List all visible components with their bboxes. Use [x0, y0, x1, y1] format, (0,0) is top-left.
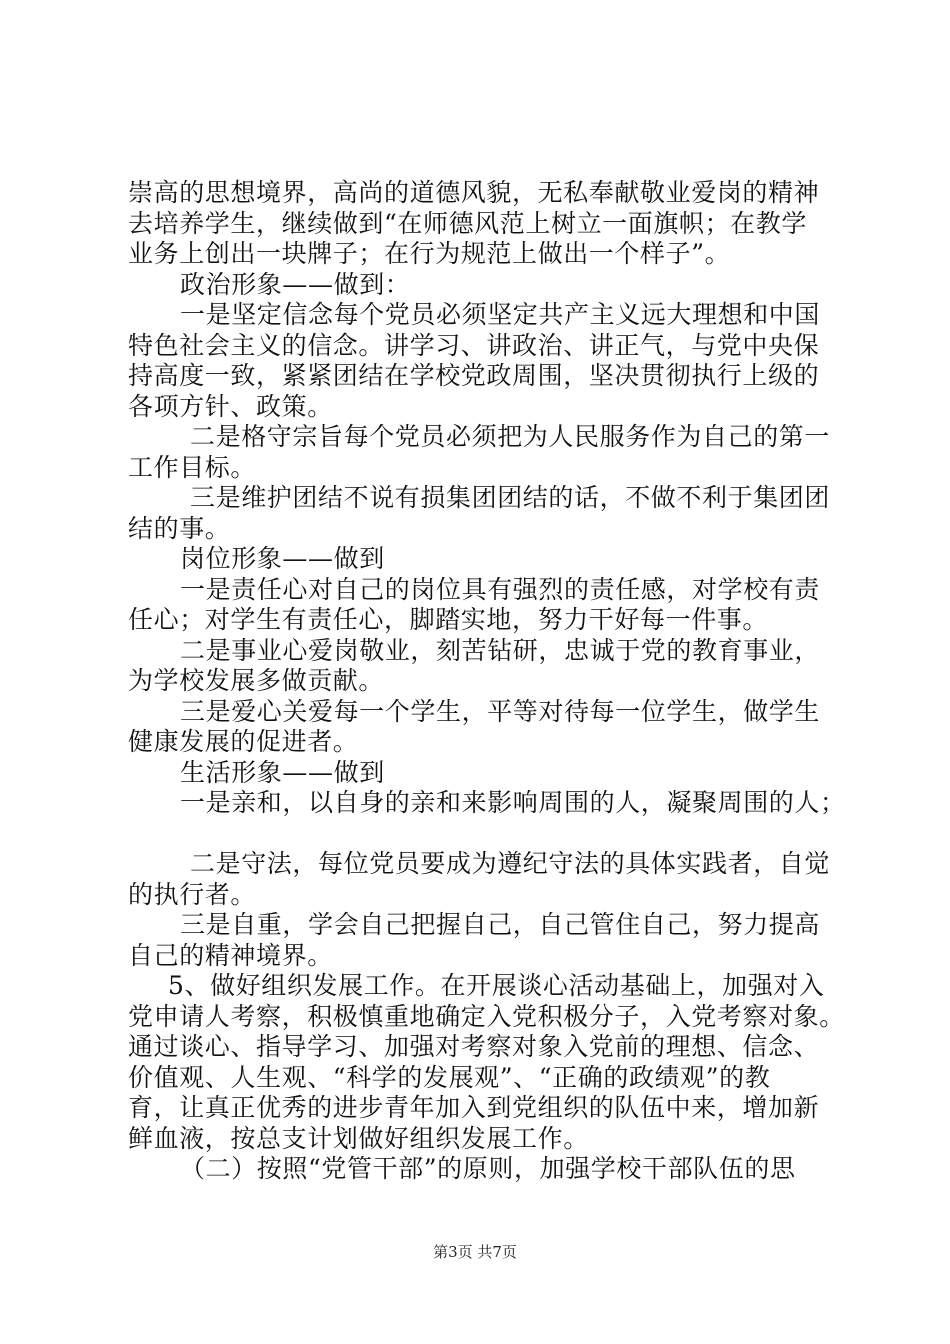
text-line: 党申请人考察，积极慎重地确定入党积极分子，入党考察对象。 — [128, 1001, 845, 1031]
text-line: 任心；对学生有责任心，脚踏实地，努力干好每一件事。 — [128, 605, 769, 634]
text-line: 通过谈心、指导学习、加强对考察对象入党前的理想、信念、 — [128, 1032, 820, 1061]
text-line: 业务上创出一块牌子；在行为规范上做出一个样子”。 — [128, 239, 731, 268]
text-line: 结的事。 — [128, 513, 231, 543]
text-line: 去培养学生，继续做到“在师德风范上树立一面旗帜；在教学 — [128, 208, 807, 238]
text-line: 5、做好组织发展工作。在开展谈心活动基础上，加强对入 — [168, 971, 825, 1000]
text-line: 工作目标。 — [128, 452, 257, 482]
text-line: 二是守法，每位党员要成为遵纪守法的具体实践者，自觉 — [190, 849, 831, 878]
text-line: 二是格守宗旨每个党员必须把为人民服务作为自己的第一 — [190, 422, 831, 451]
text-line: 一是责任心对自己的岗位具有强烈的责任感，对学校有责 — [180, 574, 821, 604]
text-line: 三是维护团结不说有损集团团结的话，不做不利于集团团 — [190, 483, 831, 512]
text-line: 各项方针、政策。 — [128, 391, 333, 421]
text-line: 持高度一致，紧紧团结在学校党政周围，坚决贯彻执行上级的 — [128, 361, 820, 390]
text-line: 为学校发展多做贡献。 — [128, 666, 385, 695]
text-line: 价值观、人生观、“科学的发展观”、“正确的政绩观”的教 — [128, 1062, 771, 1092]
page-number-footer: 第3页 共7页 — [433, 1243, 517, 1261]
text-line: 健康发展的促进者。 — [128, 727, 359, 756]
text-line: 三是爱心关爱每一个学生，平等对待每一位学生，做学生 — [180, 696, 821, 726]
text-line: 一是坚定信念每个党员必须坚定共产主义远大理想和中国 — [180, 300, 821, 329]
text-line: 三是自重，学会自己把握自己，自己管住自己，努力提高 — [180, 910, 821, 939]
text-line: 鲜血液，按总支计划做好组织发展工作。 — [128, 1123, 589, 1153]
text-line: 特色社会主义的信念。讲学习、讲政治、讲正气，与党中央保 — [128, 330, 820, 360]
section-heading: 岗位形象——做到 — [180, 544, 385, 573]
text-line: 崇高的思想境界，高尚的道德风貌，无私奉献敬业爱岗的精神 — [128, 178, 820, 207]
text-line: （二）按照“党管干部”的原则，加强学校干部队伍的思 — [180, 1154, 796, 1183]
text-line: 一是亲和，以自身的亲和来影响周围的人，凝聚周围的人； — [180, 788, 846, 817]
text-line: 二是事业心爱岗敬业，刻苦钻研，忠诚于党的教育事业， — [180, 635, 821, 665]
text-line: 育，让真正优秀的进步青年加入到党组织的队伍中来，增加新 — [128, 1093, 820, 1122]
text-line: 的执行者。 — [128, 879, 257, 909]
section-heading: 政治形象——做到： — [180, 269, 411, 299]
section-heading: 生活形象——做到 — [180, 757, 385, 787]
text-line: 自己的精神境界。 — [128, 940, 333, 970]
